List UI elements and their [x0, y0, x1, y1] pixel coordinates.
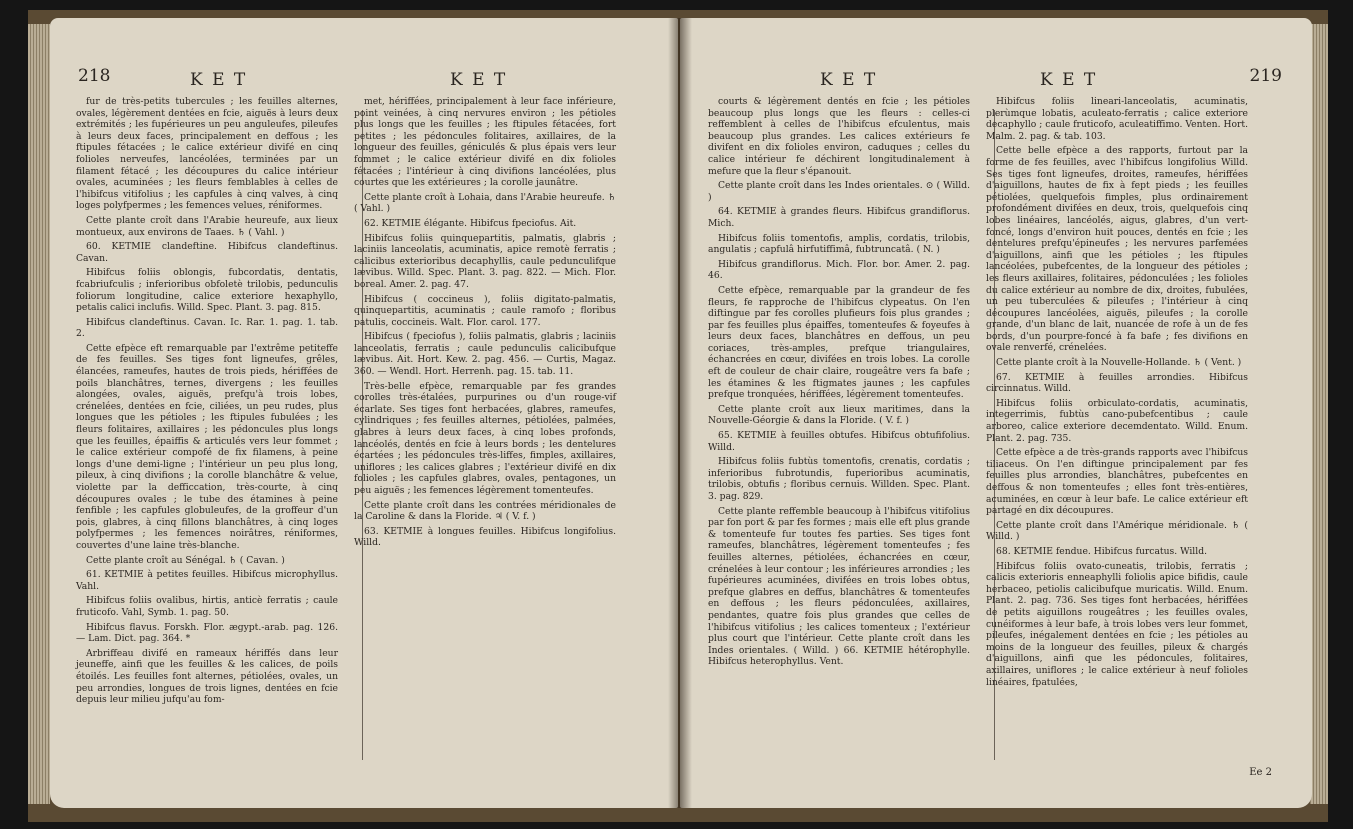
paragraph: Cette efpèce, remarquable par la grandeur de fes fleurs, fe rapproche de l'hibifcus clypeatus. On l'en diftingue par fes corolles plufieurs fois plus grandes ; par fes feuilles plus épaiffes, tomenteufes & foyeufes à leurs deux faces, blanchâtres en deffous, un peu coriaces, très-amples, prefque triangulaires, échancrées en cœur, divifées en trois lobes. La corolle eft de couleur de chair claire, rougeâtre vers fa bafe ; les étamines & les ftigmates jaunes ; les capfules prefque tronquées, hériffées, légèrement tomenteufes.	[708, 284, 970, 401]
paragraph: Cette plante croît dans les Indes orientales. ⊙ ( Willd. )	[708, 180, 970, 203]
paragraph: 67. KETMIE à feuilles arrondies. Hibifcus circinnatus. Willd.	[986, 371, 1248, 395]
paragraph: Cette plante croît dans l'Arabie heureufe, aux lieux montueux, aux environs de Taaes. ♄ ( Vahl. )	[76, 214, 338, 238]
paragraph: 62. KETMIE élégante. Hibifcus fpeciofus. Ait.	[364, 217, 577, 229]
paragraph: Hibifcus foliis quinquepartitis, palmatis, glabris ; laciniis lanceolatis, acuminatis, apice remotè ferratis ; calicibus exterioribus decaphyllis, caule pedunculifque lævibus. Willd. Spec. Plant. 3. pag. 822. — Mich. Flor. boreal. Amer. 2. pag. 47.	[354, 232, 616, 290]
paragraph: Hibifcus foliis ovato-cuneatis, trilobis, ferratis ; calicis exterioris enneaphylli foliolis apice bifidis, caule herbaceo, petiolis calicibufque muricatis. Willd. Enum. Plant. 2. pag. 736. Ses tiges font herbacées, hériffées de petits aiguillons rougeâtres ; les feuilles ovales, cunéiformes à leur bafe, à trois lobes vers leur fommet, pileufes, inégalement dentées en fcie ; les pétioles au moins de la longueur des feuilles, pileux & chargés d'aiguillons, ainfi que les pédoncules, folitaires, axillaires, uniflores ; le calice extérieur à neuf folioles linéaires, fpatulées,	[986, 560, 1248, 688]
left-running-head-2: K E T	[450, 70, 508, 90]
paragraph: Hibifcus foliis ovalibus, hirtis, anticè ferratis ; caule fruticofo. Vahl, Symb. 1. pag. 50.	[76, 595, 338, 618]
left-column-2	[354, 96, 616, 709]
paragraph: Hibifcus foliis oblongis, fubcordatis, dentatis, fcabriufculis ; inferioribus obfoletè trilobis, pedunculis foliorum longitudine, calice exteriore hexaphyllo, petalis calici inclufis. Willd. Spec. Plant. 3. pag. 815.	[76, 267, 338, 314]
paragraph: Arbriffeau divifé en rameaux hériffés dans leur jeuneffe, ainfi que les feuilles & les calices, de poils étoilés. Les feuilles font alternes, pétiolées, ovales, un peu arrondies, longues de trois lignes, dentées en fcie depuis leur milieu jufqu'au fom-	[76, 647, 338, 706]
paragraph: 64. KETMIE à grandes fleurs. Hibifcus grandiflorus. Mich.	[708, 206, 970, 229]
paragraph: Cette plante croît aux lieux maritimes, dans la Nouvelle-Géorgie & dans la Floride. ( V. f. )	[708, 403, 970, 427]
paragraph: Cette plante reffemble beaucoup à l'hibifcus vitifolius par fon port & par fes formes ; mais elle eft plus grande & tomenteufe fur toutes fes parties. Ses tiges font rameufes, blanchâtres, légèrement tomenteufes ; fes feuilles alternes, pétiolées, échancrées en cœur, crénelées à leur contour ; les inférieures arrondies ; les fupérieures acuminées, divifées en trois lobes obtus, prefque glabres en deffus, blanchâtres & tomenteufes en deffous ; les fleurs pédonculées, axillaires, pendantes, quatre fois plus grandes que celles de l'hibifcus vitifolius ; les calices tomenteux ; l'extérieur plus court que l'intérieur. Cette plante croît dans les Indes orientales. ( Willd. ) 66. KETMIE hétérophylle. Hibifcus heterophyllus. Vent.	[708, 505, 970, 668]
paragraph: 65. KETMIE à feuilles obtufes. Hibifcus obtufifolius. Willd.	[708, 430, 970, 453]
paragraph: Hibifcus ( fpeciofus ), foliis palmatis, glabris ; laciniis lanceolatis, ferratis ; caule pedunculis calicibufque lævibus. Ait. Hort. Kew. 2. pag. 456. — Curtis, Magaz. 360. — Wendl. Hort. Herrenh. pag. 15. tab. 11.	[354, 331, 616, 378]
paragraph: Cette plante croît dans les contrées méridionales de la Caroline & dans la Floride. ♃ ( V. f. )	[354, 499, 616, 523]
left-page-number: 218	[78, 66, 111, 86]
page-edges-left	[28, 24, 50, 804]
paragraph: fur de très-petits tubercules ; les feuilles alternes, ovales, légèrement dentées en fcie, aiguës à leurs deux extrémités ; les fupérieures un peu anguleufes, pileufes à leurs deux faces, principalement en deffous ; les ftipules fétacées ; le calice extérieur divifé en cinq folioles nerveufes, lancéolées, terminées par un filament fétacé ; les découpures du calice intérieur ovales, acuminées ; les fleurs femblables à celles de l'hibifcus vitifolius ; les capfules à cinq valves, à cinq loges polyfpermes ; les femences velues, réniformes.	[76, 96, 338, 212]
paragraph: 63. KETMIE à longues feuilles. Hibifcus longifolius. Willd.	[354, 525, 616, 549]
right-column-1	[708, 96, 970, 691]
paragraph: Hibifcus foliis fubtùs tomentofis, crenatis, cordatis ; inferioribus fubrotundis, fuperioribus acuminatis, trilobis, obtufis ; floribus cernuis. Willden. Spec. Plant. 3. pag. 829.	[708, 456, 970, 502]
paragraph: Hibifcus ( coccineus ), foliis digitato-palmatis, quinquepartitis, acuminatis ; caule ramofo ; floribus patulis, coccineis. Walt. Flor. carol. 177.	[354, 293, 616, 328]
paragraph: Hibifcus grandiflorus. Mich. Flor. bor. Amer. 2. pag. 46.	[708, 258, 970, 282]
paragraph: Hibifcus clandeftinus. Cavan. Ic. Rar. 1. pag. 1. tab. 2.	[76, 316, 338, 340]
signature-mark: Ee 2	[1249, 767, 1272, 778]
paragraph: Hibifcus foliis orbiculato-cordatis, acuminatis, integerrimis, fubtùs cano-pubefcentibus ; caule arboreo, calice exteriore decemdentato. Willd. Enum. Plant. 2. pag. 735.	[986, 397, 1248, 444]
left-page	[50, 18, 678, 808]
right-running-head-1: K E T	[820, 70, 878, 90]
paragraph: Hibifcus foliis tomentofis, amplis, cordatis, trilobis, angulatis ; capfulâ hirfutiffimâ, fubtruncatâ. ( N. )	[708, 232, 970, 256]
paragraph: Hibifcus foliis lineari-lanceolatis, acuminatis, plerùmque lobatis, aculeato-ferratis ; calice exteriore decaphyllo ; caule fruticofo, aculeatiffimo. Venten. Hort. Malm. 2. pag. & tab. 103.	[986, 96, 1248, 142]
paragraph: Hibifcus flavus. Forskh. Flor. ægypt.-arab. pag. 126. — Lam. Dict. pag. 364. *	[76, 621, 338, 645]
paragraph: Cette plante croît au Sénégal. ♄ ( Cavan. )	[86, 554, 285, 566]
paragraph: 61. KETMIE à petites feuilles. Hibifcus microphyllus. Vahl.	[76, 569, 338, 592]
paragraph: 68. KETMIE fendue. Hibifcus furcatus. Willd.	[996, 545, 1207, 557]
right-page	[680, 18, 1312, 808]
paragraph: Cette plante croît à la Nouvelle-Hollande. ♄ ( Vent. )	[996, 357, 1242, 369]
paragraph: Cette efpèce eft remarquable par l'extrême petiteffe de fes feuilles. Ses tiges font ligneufes, grêles, élancées, rameufes, hautes de trois pieds, hériffées de poils blanchâtres, ternes, divergens ; les feuilles alongées, ovales, aiguës, prefqu'à trois lobes, crénelées, dentées en fcie, ciliées, un peu rudes, plus longues que les pétioles ; les ftipules fubulées ; les fleurs folitaires, axillaires ; les pédoncules plus longs que les feuilles, épaiffis & articulés vers leur fommet ; le calice extérieur compofé de fix filamens, à peine longs d'une demi-ligne ; l'intérieur un peu plus long, pileux, à cinq divifions ; la corolle blanchâtre & velue, violette par la defficcation, très-courte, à cinq découpures ovales ; le tube des étamines à peine fenfible ; les capfules globuleufes, de la groffeur d'un pois, glabres, à cinq fillons blanchâtres, à cinq loges polyfpermes ; les femences noirâtres, réniformes, couvertes d'une laine très-blanche.	[76, 342, 338, 551]
book-gutter	[668, 18, 692, 808]
left-running-head-1: K E T	[190, 70, 248, 90]
paragraph: Cette belle efpèce a des rapports, furtout par la forme de fes feuilles, avec l'hibifcus longifolius Willd. Ses tiges font ligneufes, droites, rameufes, hériffées d'aiguillons, hautes de fix à fept pieds ; les feuilles pétiolées, quelquefois fimples, plus ordinairement profondément divifées en deux, trois, quelquefois cinq lobes linéaires, lancéolés, aigus, glabres, d'un vert-foncé, longs d'environ huit pouces, dentés en fcie ; les dentelures prefqu'épineufes ; les nervures parfemées d'aiguillons, ainfi que les pétioles ; les ftipules lancéolées, pubefcentes, de la longueur des pétioles ; les fleurs axillaires, folitaires, pédonculées ; les folioles du calice extérieur au nombre de dix, droites, fubulées, un peu tuberculées & pileufes ; l'intérieur à cinq découpures lancéolées, aiguës, pileufes ; la corolle grande, d'un blanc de lait, nuancée de rofe à un de fes bords, d'un pourpre-foncé à fa bafe ; fes divifions en ovale renverfé, crénelées.	[986, 145, 1248, 354]
paragraph: Cette efpèce a de très-grands rapports avec l'hibifcus tiliaceus. On l'en diftingue principalement par fes feuilles plus arrondies, blanchâtres, pubefcentes en deffous & non tomenteufes ; elles font très-entières, acuminées, en cœur à leur bafe. Le calice extérieur eft partagé en dix découpures.	[986, 447, 1248, 517]
paragraph: met, hériffées, principalement à leur face inférieure, point veinées, à cinq nervures environ ; les pétioles plus longs que les feuilles ; les ftipules fétacées, fort petites ; les pédoncules folitaires, axillaires, de la longueur des feuilles, géniculés & plus épais vers leur fommet ; le calice extérieur divifé en dix folioles fétacées ; l'intérieur à cinq divifions lancéolées, plus courtes que les extérieures ; la corolle jaunâtre.	[354, 96, 616, 189]
left-column-1	[76, 96, 338, 709]
page-edges-right	[1310, 24, 1328, 804]
paragraph: Très-belle efpèce, remarquable par fes grandes corolles très-étalées, purpurines ou d'un rouge-vif écarlate. Ses tiges font herbacées, glabres, rameufes, cylindriques ; fes feuilles alternes, pétiolées, palmées, glabres à leurs deux faces, à cinq lobes profonds, lancéolés, dentés en fcie à leurs bords ; les dentelures écartées ; les pédoncules très-liffes, fimples, axillaires, uniflores ; les calices glabres ; l'extérieur divifé en dix folioles ; les capfules glabres, ovales, pentagones, un peu aiguës ; les femences légèrement tomenteufes.	[354, 380, 616, 496]
paragraph: courts & légèrement dentés en fcie ; les pétioles beaucoup plus longs que les fleurs : celles-ci reffemblent à celles de l'hibifcus efculentus, mais beaucoup plus grandes. Les calices extérieurs fe divifent en dix folioles environ, caduques ; celles du calice intérieur fe déchirent longitudinalement à mefure que la fleur s'épanouit.	[708, 96, 970, 177]
paragraph: Cette plante croît dans l'Amérique méridionale. ♄ ( Willd. )	[986, 519, 1248, 543]
right-page-number: 219	[1249, 66, 1282, 86]
paragraph: Cette plante croît à Lohaia, dans l'Arabie heureufe. ♄ ( Vahl. )	[354, 191, 616, 215]
right-column-2	[986, 96, 1248, 691]
paragraph: 60. KETMIE clandeftine. Hibifcus clandeftinus. Cavan.	[76, 241, 338, 264]
right-running-head-2: K E T	[1040, 70, 1098, 90]
open-book	[28, 10, 1328, 822]
